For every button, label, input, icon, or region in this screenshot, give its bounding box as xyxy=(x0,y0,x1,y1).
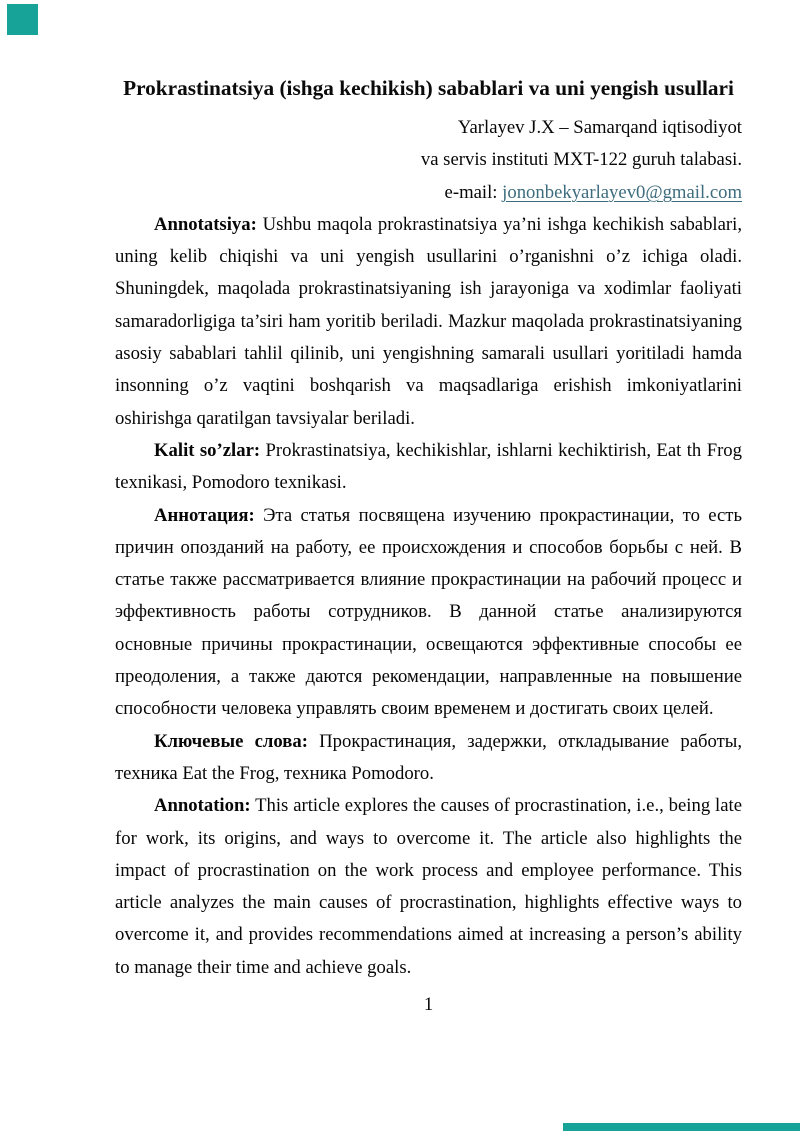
page-content xyxy=(115,0,742,1021)
email-link[interactable]: jononbekyarlayev0@gmail.com xyxy=(502,181,742,203)
email-label: e-mail: xyxy=(444,181,503,203)
paragraph-annotation-en xyxy=(115,790,742,984)
paragraph-lead-annotaciya: Аннотация: xyxy=(154,504,255,526)
author-affiliation-line: va servis instituti MXT-122 guruh talabasi. xyxy=(420,149,742,171)
paragraph-annotation-ru xyxy=(115,500,742,726)
paragraph-annotatsiya-uz xyxy=(115,209,742,435)
paragraph-lead-annotatsiya: Annotatsiya: xyxy=(154,213,257,235)
paragraph-lead-annotation: Annotation: xyxy=(154,795,251,817)
page-number: 1 xyxy=(423,994,434,1016)
teal-corner-marker-top-left xyxy=(7,4,38,35)
paragraph-body-kalit-sozlar: Prokrastinatsiya, kechikishlar, ishlarni kechiktirish, Eat th Frog texnikasi, Pomodoro texnikasi. xyxy=(115,439,742,494)
paragraph-body-klyuchevye-slova: Прокрастинация, задержки, откладывание работы, техника Eat the Frog, техника Pomodoro. xyxy=(115,730,742,784)
paragraph-body-annotatsiya: Ushbu maqola prokrastinatsiya ya’ni ishga kechikish sabablari, uning kelib chiqishi va uni yengish usullarini o’rganishni o’z ichiga oladi. Shuningdek, maqolada prokrastinatsiyaning ish jarayoniga va xodimlar faoliyati samaradorligiga ta’siri ham yoritib beriladi. Mazkur maqolada prokrastinatsiyaning asosiy sabablari tahlil qilinib, uni yengishning samarali usullari yoritiladi hamda insonning o’z vaqtini boshqarish va maqsadlariga erishish imkoniyatlarini oshirishga qaratilgan tavsiyalar beriladi. xyxy=(115,213,742,429)
paragraph-body-annotation: This article explores the causes of procrastination, i.e., being late for work, its origins, and ways to overcome it. The article also highlights the impact of procrastination on the work process and employee performance. This article analyzes the main causes of procrastination, highlights effective ways to overcome it, and provides recommendations aimed at increasing a person’s ability to manage their time and achieve goals. xyxy=(115,795,742,978)
teal-edge-marker-bottom-right xyxy=(563,1123,800,1131)
paragraph-body-annotaciya: Эта статья посвящена изучению прокрастинации, то есть причин опозданий на работу, ее происхождения и способов борьбы с ней. В статье также рассматривается влияние прокрастинации на рабочий процесс и эффективность работы сотрудников. В данной статье анализируются основные причины прокрастинации, освещаются эффективные способы ее преодоления, а также даются рекомендации, направленные на повышение способности человека управлять своим временем и достигать своих целей. xyxy=(115,504,742,720)
author-name-line: Yarlayev J.X – Samarqand iqtisodiyot xyxy=(457,117,742,138)
paragraph-lead-klyuchevye-slova: Ключевые слова: xyxy=(154,730,308,752)
paragraph-keywords-ru xyxy=(115,726,742,791)
paragraph-keywords-uz xyxy=(115,435,742,500)
author-email-line xyxy=(115,177,742,209)
article-title: Prokrastinatsiya (ishga kechikish) sabablari va uni yengish usullari xyxy=(123,76,734,100)
author-byline xyxy=(115,112,742,209)
paragraph-lead-kalit-sozlar: Kalit so’zlar: xyxy=(154,439,261,461)
